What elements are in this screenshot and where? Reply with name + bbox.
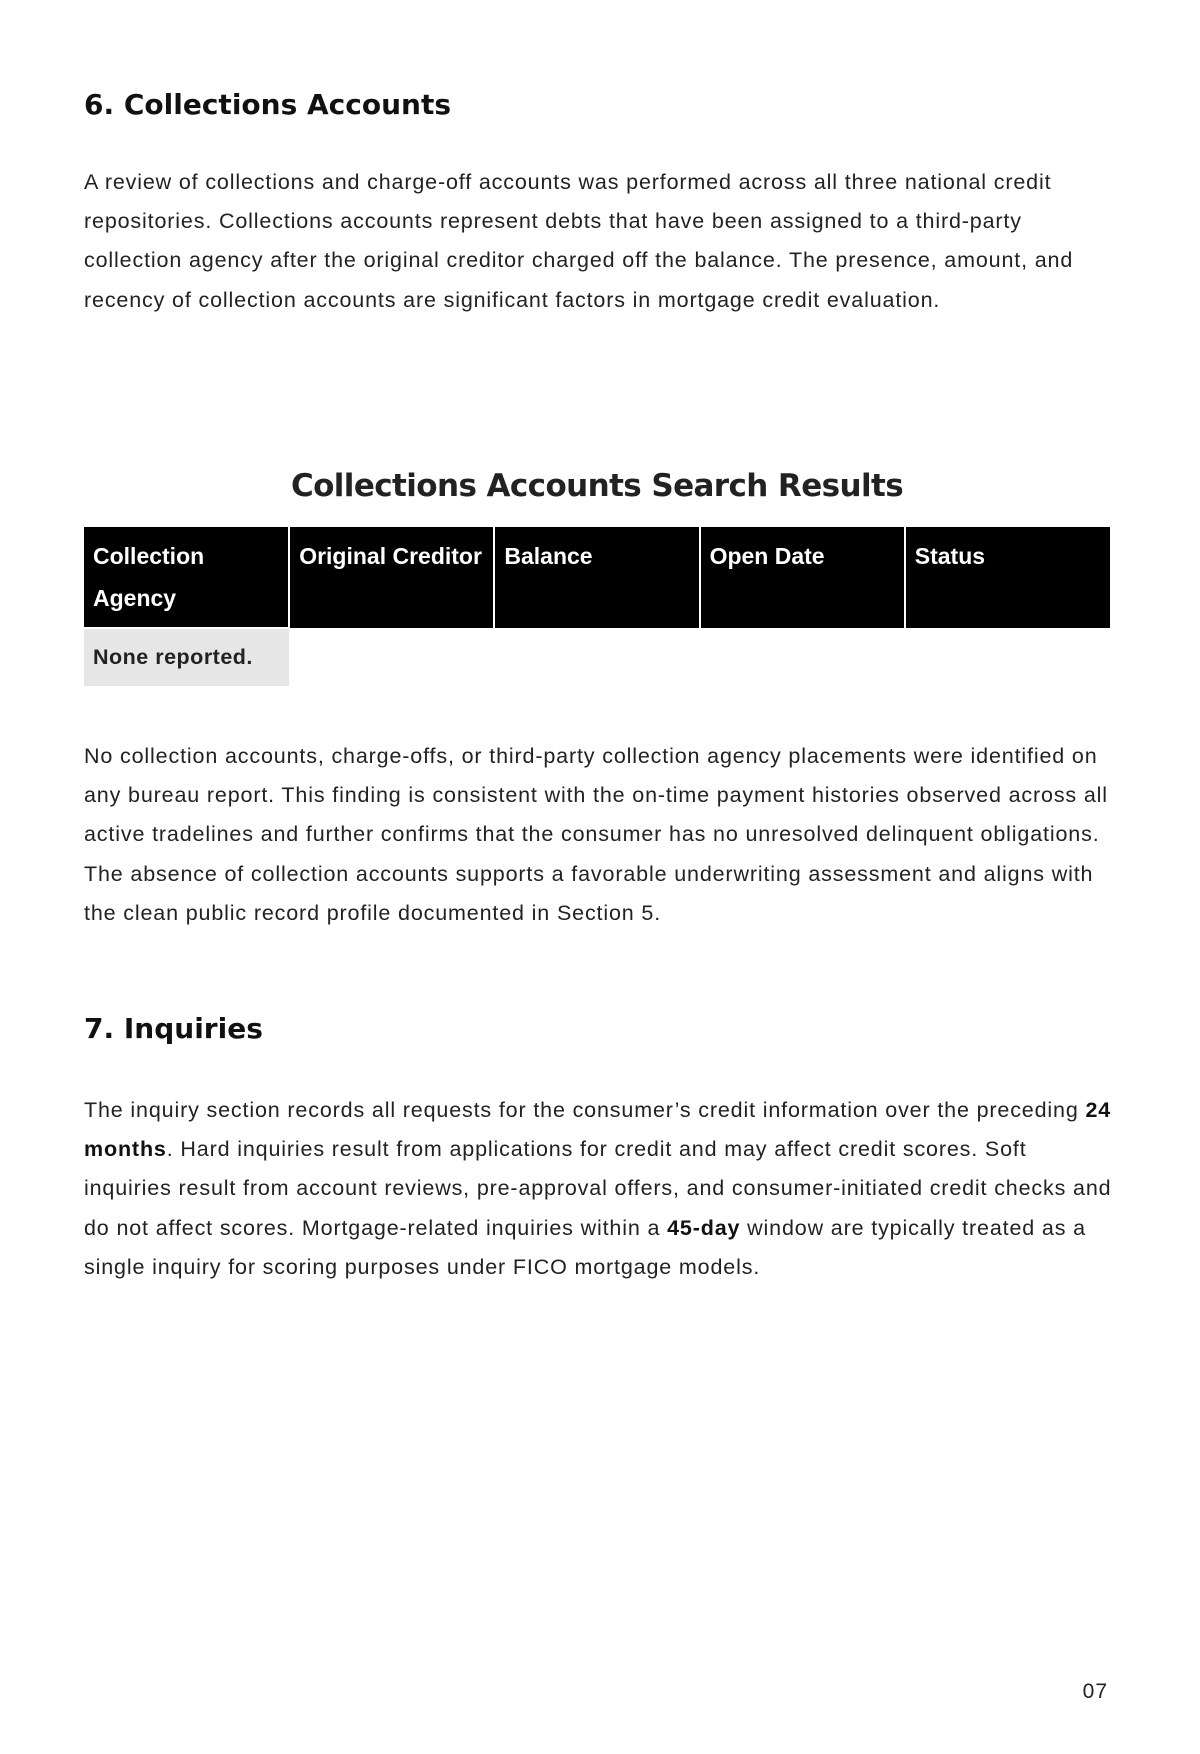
blank-cell (700, 628, 905, 686)
inquiries-text: The inquiry section records all requests for the consumer’s credit information over the preceding (84, 1098, 1086, 1122)
inquiries-window-highlight: 45-day (667, 1215, 741, 1240)
section-heading-inquiries: 7. Inquiries (84, 1012, 263, 1045)
column-header-original-creditor: Original Creditor (289, 527, 494, 628)
inquiries-period-highlight: 24 months (84, 1098, 1112, 1162)
inquiries-text: . Hard inquiries result from applications for credit and may affect credit scores. Soft inquiries result from account reviews, pre-approval offers, and consumer-initiated credit checks and do not affect scores. Mortgage-related inquiries within a (84, 1137, 1112, 1240)
blank-cell (289, 628, 494, 686)
collections-conclusion-paragraph: No collection accounts, charge-offs, or third-party collection agency placements were identified on any bureau report. This finding is consistent with the on-time payment histories observed across all active tradelines and further confirms that the consumer has no unresolved delinquent obligations. The absence of collection accounts supports a favorable underwriting assessment and aligns with the clean public record profile documented in Section 5. (84, 744, 1108, 925)
empty-results-cell: None reported. (84, 628, 289, 686)
section-heading-collections: 6. Collections Accounts (84, 88, 452, 121)
document-page (84, 0, 1110, 1754)
collections-table-title: Collections Accounts Search Results (290, 468, 904, 504)
table-header-row (84, 527, 1110, 628)
collections-intro-paragraph: A review of collections and charge-off accounts was performed across all three national credit repositories. Collections accounts represent debts that have been assigned to a third-party collection agency after the original creditor charged off the balance. The presence, amount, and recency of collection accounts are significant factors in mortgage credit evaluation. (84, 170, 1074, 312)
blank-cell (905, 628, 1110, 686)
inquiries-text: window are typically treated as a single inquiry for scoring purposes under FICO mortgage models. (84, 1215, 1086, 1279)
table-row (84, 628, 1110, 686)
column-header-status: Status (905, 527, 1110, 628)
column-header-open-date: Open Date (700, 527, 905, 628)
collections-table (84, 527, 1110, 686)
column-header-collection-agency: Collection Agency (84, 527, 289, 628)
page-number: 07 (1082, 1680, 1108, 1703)
column-header-balance: Balance (494, 527, 699, 628)
inquiries-paragraph (84, 1091, 1114, 1287)
blank-cell (494, 628, 699, 686)
